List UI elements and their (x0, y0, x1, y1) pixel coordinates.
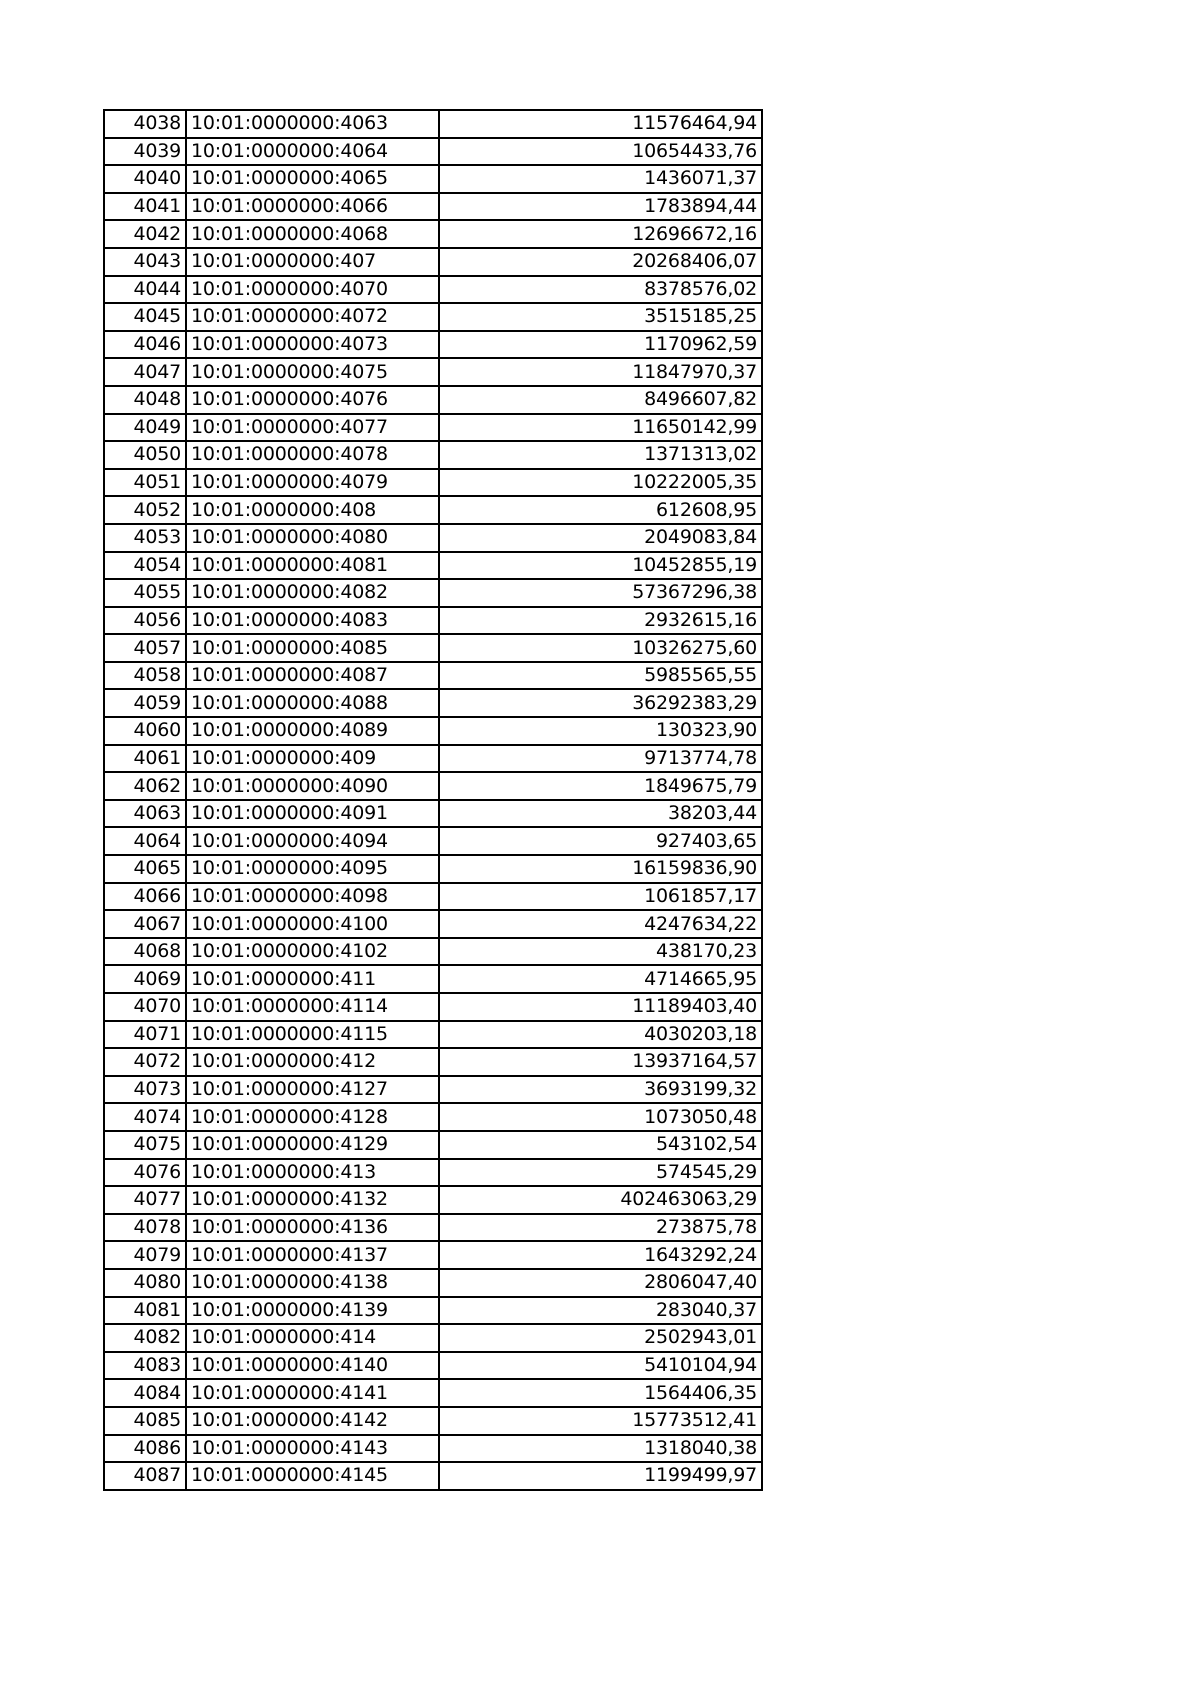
cadastral-number-cell: 10:01:0000000:413 (186, 1159, 439, 1187)
cadastral-number-cell: 10:01:0000000:4076 (186, 386, 439, 414)
cadastral-number-cell: 10:01:0000000:4114 (186, 993, 439, 1021)
table-row (104, 1021, 762, 1049)
row-number-cell: 4058 (104, 662, 186, 690)
value-cell: 3515185,25 (439, 303, 762, 331)
value-cell: 1849675,79 (439, 772, 762, 800)
row-number-cell: 4045 (104, 303, 186, 331)
cadastral-number-cell: 10:01:0000000:4137 (186, 1241, 439, 1269)
table-row (104, 276, 762, 304)
row-number-cell: 4075 (104, 1131, 186, 1159)
table-row (104, 1462, 762, 1490)
row-number-cell: 4063 (104, 800, 186, 828)
row-number-cell: 4076 (104, 1159, 186, 1187)
value-cell: 612608,95 (439, 496, 762, 524)
cadastral-number-cell: 10:01:0000000:4145 (186, 1462, 439, 1490)
value-cell: 130323,90 (439, 717, 762, 745)
cadastral-number-cell: 10:01:0000000:4064 (186, 138, 439, 166)
value-cell: 1643292,24 (439, 1241, 762, 1269)
table-row (104, 193, 762, 221)
table-row (104, 965, 762, 993)
row-number-cell: 4054 (104, 552, 186, 580)
cadastral-number-cell: 10:01:0000000:4070 (186, 276, 439, 304)
row-number-cell: 4060 (104, 717, 186, 745)
cadastral-number-cell: 10:01:0000000:4136 (186, 1214, 439, 1242)
cadastral-number-cell: 10:01:0000000:4095 (186, 855, 439, 883)
value-cell: 15773512,41 (439, 1407, 762, 1435)
row-number-cell: 4051 (104, 469, 186, 497)
value-cell: 10222005,35 (439, 469, 762, 497)
value-cell: 273875,78 (439, 1214, 762, 1242)
row-number-cell: 4064 (104, 827, 186, 855)
row-number-cell: 4062 (104, 772, 186, 800)
row-number-cell: 4056 (104, 607, 186, 635)
cadastral-number-cell: 10:01:0000000:4091 (186, 800, 439, 828)
table-row (104, 993, 762, 1021)
table-row (104, 1103, 762, 1131)
cadastral-number-cell: 10:01:0000000:407 (186, 248, 439, 276)
value-cell: 1564406,35 (439, 1379, 762, 1407)
table-row (104, 138, 762, 166)
row-number-cell: 4081 (104, 1297, 186, 1325)
row-number-cell: 4038 (104, 110, 186, 138)
cadastral-number-cell: 10:01:0000000:4132 (186, 1186, 439, 1214)
row-number-cell: 4050 (104, 441, 186, 469)
value-cell: 20268406,07 (439, 248, 762, 276)
cadastral-number-cell: 10:01:0000000:408 (186, 496, 439, 524)
table-row (104, 1186, 762, 1214)
cadastral-number-cell: 10:01:0000000:4078 (186, 441, 439, 469)
table-row (104, 717, 762, 745)
table-row (104, 634, 762, 662)
table-row (104, 220, 762, 248)
table-row (104, 1379, 762, 1407)
cadastral-number-cell: 10:01:0000000:411 (186, 965, 439, 993)
cadastral-number-cell: 10:01:0000000:412 (186, 1048, 439, 1076)
value-cell: 1318040,38 (439, 1435, 762, 1463)
cadastral-number-cell: 10:01:0000000:4115 (186, 1021, 439, 1049)
row-number-cell: 4042 (104, 220, 186, 248)
cadastral-number-cell: 10:01:0000000:4128 (186, 1103, 439, 1131)
table-row (104, 1407, 762, 1435)
row-number-cell: 4059 (104, 689, 186, 717)
row-number-cell: 4077 (104, 1186, 186, 1214)
cadastral-number-cell: 10:01:0000000:4094 (186, 827, 439, 855)
row-number-cell: 4087 (104, 1462, 186, 1490)
cadastral-number-cell: 10:01:0000000:4063 (186, 110, 439, 138)
table-row (104, 1435, 762, 1463)
value-cell: 1061857,17 (439, 883, 762, 911)
table-row (104, 662, 762, 690)
row-number-cell: 4061 (104, 745, 186, 773)
cadastral-number-cell: 10:01:0000000:4138 (186, 1269, 439, 1297)
value-cell: 57367296,38 (439, 579, 762, 607)
table-row (104, 1159, 762, 1187)
value-cell: 1783894,44 (439, 193, 762, 221)
table-row (104, 855, 762, 883)
row-number-cell: 4053 (104, 524, 186, 552)
row-number-cell: 4066 (104, 883, 186, 911)
value-cell: 2806047,40 (439, 1269, 762, 1297)
table-row (104, 524, 762, 552)
row-number-cell: 4073 (104, 1076, 186, 1104)
cadastral-number-cell: 10:01:0000000:4073 (186, 331, 439, 359)
value-cell: 8378576,02 (439, 276, 762, 304)
table-row (104, 938, 762, 966)
cadastral-number-cell: 10:01:0000000:4087 (186, 662, 439, 690)
cadastral-number-cell: 10:01:0000000:4083 (186, 607, 439, 635)
cadastral-number-cell: 10:01:0000000:4102 (186, 938, 439, 966)
row-number-cell: 4083 (104, 1352, 186, 1380)
table-row (104, 827, 762, 855)
row-number-cell: 4055 (104, 579, 186, 607)
value-cell: 1371313,02 (439, 441, 762, 469)
value-cell: 4247634,22 (439, 910, 762, 938)
cadastral-number-cell: 10:01:0000000:4085 (186, 634, 439, 662)
cadastral-number-cell: 10:01:0000000:4081 (186, 552, 439, 580)
table-row (104, 1048, 762, 1076)
table-row (104, 110, 762, 138)
value-cell: 38203,44 (439, 800, 762, 828)
table-row (104, 800, 762, 828)
cadastral-number-cell: 10:01:0000000:4100 (186, 910, 439, 938)
value-cell: 1436071,37 (439, 165, 762, 193)
row-number-cell: 4084 (104, 1379, 186, 1407)
row-number-cell: 4043 (104, 248, 186, 276)
table-row (104, 414, 762, 442)
table-row (104, 689, 762, 717)
row-number-cell: 4046 (104, 331, 186, 359)
value-cell: 8496607,82 (439, 386, 762, 414)
row-number-cell: 4085 (104, 1407, 186, 1435)
cadastral-number-cell: 10:01:0000000:414 (186, 1324, 439, 1352)
cadastral-number-cell: 10:01:0000000:4079 (186, 469, 439, 497)
cadastral-number-cell: 10:01:0000000:4072 (186, 303, 439, 331)
table-row (104, 165, 762, 193)
value-cell: 927403,65 (439, 827, 762, 855)
table-row (104, 1214, 762, 1242)
row-number-cell: 4065 (104, 855, 186, 883)
value-cell: 2932615,16 (439, 607, 762, 635)
table-row (104, 745, 762, 773)
row-number-cell: 4052 (104, 496, 186, 524)
table-row (104, 441, 762, 469)
cadastral-number-cell: 10:01:0000000:4090 (186, 772, 439, 800)
row-number-cell: 4079 (104, 1241, 186, 1269)
value-cell: 13937164,57 (439, 1048, 762, 1076)
row-number-cell: 4070 (104, 993, 186, 1021)
table-row (104, 772, 762, 800)
table-row (104, 1324, 762, 1352)
row-number-cell: 4049 (104, 414, 186, 442)
cadastral-number-cell: 10:01:0000000:4080 (186, 524, 439, 552)
table-row (104, 883, 762, 911)
value-cell: 10654433,76 (439, 138, 762, 166)
row-number-cell: 4078 (104, 1214, 186, 1242)
table-row (104, 1352, 762, 1380)
value-cell: 10326275,60 (439, 634, 762, 662)
value-cell: 5985565,55 (439, 662, 762, 690)
cadastral-number-cell: 10:01:0000000:4098 (186, 883, 439, 911)
value-cell: 2049083,84 (439, 524, 762, 552)
value-cell: 3693199,32 (439, 1076, 762, 1104)
cadastral-number-cell: 10:01:0000000:4075 (186, 358, 439, 386)
value-cell: 12696672,16 (439, 220, 762, 248)
document-page (103, 109, 763, 1491)
value-cell: 4030203,18 (439, 1021, 762, 1049)
row-number-cell: 4069 (104, 965, 186, 993)
value-cell: 1199499,97 (439, 1462, 762, 1490)
value-cell: 16159836,90 (439, 855, 762, 883)
value-cell: 5410104,94 (439, 1352, 762, 1380)
value-cell: 11847970,37 (439, 358, 762, 386)
cadastral-number-cell: 10:01:0000000:4140 (186, 1352, 439, 1380)
row-number-cell: 4067 (104, 910, 186, 938)
value-cell: 438170,23 (439, 938, 762, 966)
row-number-cell: 4048 (104, 386, 186, 414)
table-row (104, 607, 762, 635)
table-row (104, 469, 762, 497)
cadastral-number-cell: 10:01:0000000:4088 (186, 689, 439, 717)
cadastral-number-cell: 10:01:0000000:4066 (186, 193, 439, 221)
cadastral-number-cell: 10:01:0000000:4065 (186, 165, 439, 193)
cadastral-number-cell: 10:01:0000000:4142 (186, 1407, 439, 1435)
cadastral-number-cell: 10:01:0000000:409 (186, 745, 439, 773)
row-number-cell: 4057 (104, 634, 186, 662)
value-cell: 574545,29 (439, 1159, 762, 1187)
value-cell: 1170962,59 (439, 331, 762, 359)
table-row (104, 1241, 762, 1269)
data-table (103, 109, 763, 1491)
table-row (104, 331, 762, 359)
value-cell: 11650142,99 (439, 414, 762, 442)
row-number-cell: 4082 (104, 1324, 186, 1352)
row-number-cell: 4044 (104, 276, 186, 304)
value-cell: 543102,54 (439, 1131, 762, 1159)
row-number-cell: 4080 (104, 1269, 186, 1297)
table-row (104, 1076, 762, 1104)
table-row (104, 910, 762, 938)
value-cell: 1073050,48 (439, 1103, 762, 1131)
table-row (104, 248, 762, 276)
cadastral-number-cell: 10:01:0000000:4068 (186, 220, 439, 248)
value-cell: 402463063,29 (439, 1186, 762, 1214)
row-number-cell: 4074 (104, 1103, 186, 1131)
table-row (104, 1297, 762, 1325)
value-cell: 2502943,01 (439, 1324, 762, 1352)
table-row (104, 579, 762, 607)
cadastral-number-cell: 10:01:0000000:4143 (186, 1435, 439, 1463)
table-row (104, 552, 762, 580)
table-row (104, 1131, 762, 1159)
row-number-cell: 4068 (104, 938, 186, 966)
value-cell: 11576464,94 (439, 110, 762, 138)
row-number-cell: 4086 (104, 1435, 186, 1463)
value-cell: 36292383,29 (439, 689, 762, 717)
row-number-cell: 4039 (104, 138, 186, 166)
table-body (104, 110, 762, 1490)
row-number-cell: 4040 (104, 165, 186, 193)
row-number-cell: 4047 (104, 358, 186, 386)
table-row (104, 303, 762, 331)
cadastral-number-cell: 10:01:0000000:4089 (186, 717, 439, 745)
row-number-cell: 4071 (104, 1021, 186, 1049)
table-row (104, 386, 762, 414)
value-cell: 4714665,95 (439, 965, 762, 993)
value-cell: 11189403,40 (439, 993, 762, 1021)
cadastral-number-cell: 10:01:0000000:4082 (186, 579, 439, 607)
cadastral-number-cell: 10:01:0000000:4077 (186, 414, 439, 442)
row-number-cell: 4041 (104, 193, 186, 221)
value-cell: 283040,37 (439, 1297, 762, 1325)
cadastral-number-cell: 10:01:0000000:4129 (186, 1131, 439, 1159)
value-cell: 10452855,19 (439, 552, 762, 580)
cadastral-number-cell: 10:01:0000000:4127 (186, 1076, 439, 1104)
table-row (104, 496, 762, 524)
cadastral-number-cell: 10:01:0000000:4139 (186, 1297, 439, 1325)
table-row (104, 1269, 762, 1297)
row-number-cell: 4072 (104, 1048, 186, 1076)
table-row (104, 358, 762, 386)
value-cell: 9713774,78 (439, 745, 762, 773)
cadastral-number-cell: 10:01:0000000:4141 (186, 1379, 439, 1407)
